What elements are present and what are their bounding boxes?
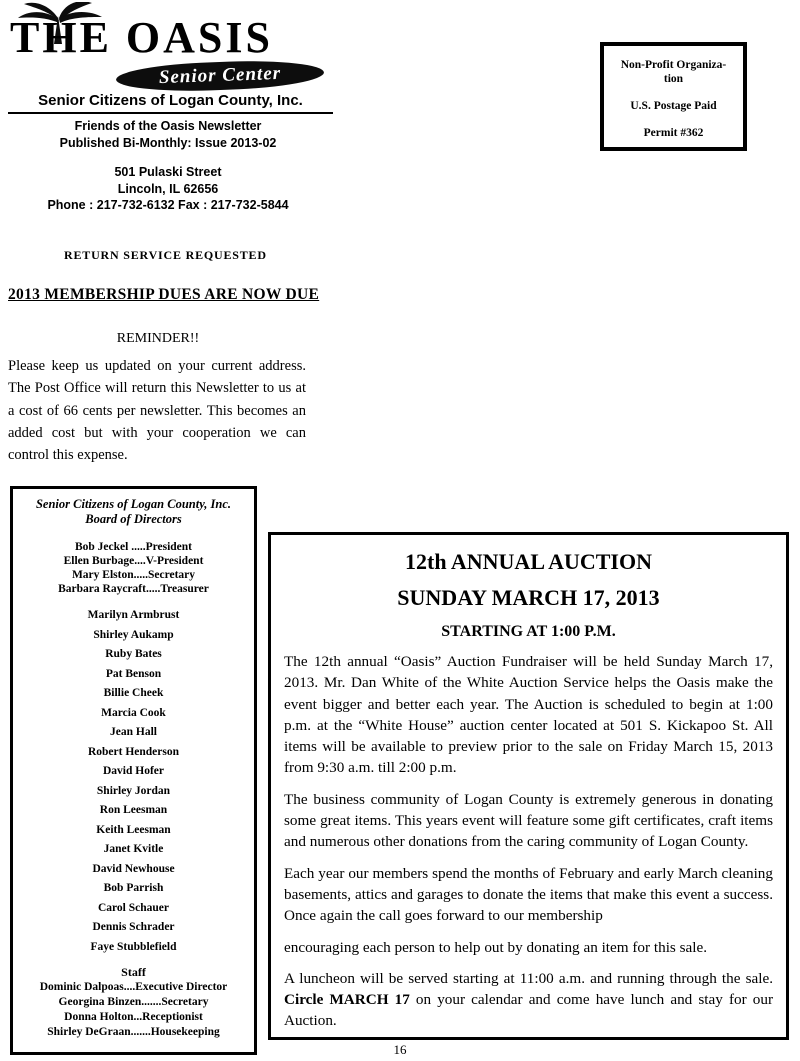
board-member: Faye Stubblefield — [90, 940, 177, 953]
staff-member: Dominic Dalpoas....Executive Director — [39, 981, 228, 993]
board-member: David Hofer — [102, 765, 164, 777]
auction-start-time: STARTING AT 1:00 P.M. — [441, 623, 616, 640]
auction-announcement-box — [268, 532, 789, 1040]
staff-list — [13, 980, 254, 1040]
board-title-org: Senior Citizens of Logan County, Inc. — [35, 497, 232, 511]
staff-heading: Staff — [121, 965, 146, 979]
postage-line-3: U.S. Postage Paid — [630, 100, 717, 112]
board-member: Keith Leesman — [96, 823, 171, 836]
board-officer: Barbara Raycraft.....Treasurer — [58, 583, 209, 595]
newsletter-title: Friends of the Oasis Newsletter — [74, 119, 262, 133]
dues-heading: 2013 MEMBERSHIP DUES ARE NOW DUE — [8, 286, 320, 303]
auction-final-bold: Circle MARCH 17 — [284, 991, 416, 1009]
auction-paragraphs — [284, 651, 773, 958]
board-member: Shirley Aukamp — [93, 628, 174, 641]
auction-final-post: on your calendar and come have lunch and stay for our Auction. — [284, 991, 773, 1030]
board-member: Ron Leesman — [99, 804, 168, 816]
address-city: Lincoln, IL 62656 — [117, 181, 219, 196]
board-member: Jean Hall — [110, 726, 157, 738]
dues-body-text: Please keep us updated on your current address. The Post Office will return this Newsletter to us at a cost of 66 cents per newsletter. This becomes an added cost but with your cooperation we can control this expense. — [8, 358, 306, 464]
page-number: 16 — [393, 1042, 407, 1057]
auction-paragraph: encouraging each person to help out by donating an item for this sale. — [284, 938, 708, 956]
board-officer: Ellen Burbage....V-President — [63, 555, 204, 567]
auction-date: SUNDAY MARCH 17, 2013 — [397, 585, 660, 610]
return-service-requested: RETURN SERVICE REQUESTED — [64, 248, 267, 262]
postage-line-1: Non-Profit Organiza- — [620, 59, 727, 71]
board-member: David Newhouse — [92, 862, 175, 875]
board-member: Marcia Cook — [101, 706, 166, 719]
address-phone-fax: Phone : 217-732-6132 Fax : 217-732-5844 — [47, 198, 289, 212]
board-member: Robert Henderson — [87, 745, 180, 758]
logo-subtitle: Senior Center — [158, 62, 282, 89]
staff-member: Shirley DeGraan.......Housekeeping — [47, 1026, 220, 1038]
organization-name: Senior Citizens of Logan County, Inc. — [8, 92, 333, 114]
auction-title: 12th ANNUAL AUCTION — [405, 549, 652, 574]
staff-member: Georgina Binzen.......Secretary — [58, 996, 209, 1008]
board-member: Billie Cheek — [103, 687, 164, 699]
address-street: 501 Pulaski Street — [114, 165, 222, 179]
board-of-directors-box — [10, 486, 257, 1055]
postage-line-4: Permit #362 — [643, 127, 704, 139]
auction-final-paragraph — [284, 968, 773, 1032]
logo-banner — [116, 58, 325, 93]
auction-paragraph: Each year our members spend the months of February and early March cleaning basements, attics and garages to donate the items that make this event a success. Once again the call goes forward to our membership — [284, 864, 773, 925]
auction-paragraph: The 12th annual “Oasis” Auction Fundraiser will be held Sunday March 17, 2013. Mr. Dan White of the White Auction Service helps the Oasis make the event bigger and better each year. The Auction is scheduled to begin at 1:00 p.m. at the “White House” auction center located at 501 S. Kickapoo St. All items will be available to preview prior to the sale on Friday March 15, 2013 from 9:30 a.m. till 2:00 p.m. — [284, 653, 773, 777]
board-member: Dennis Schrader — [92, 921, 175, 933]
oasis-logo — [8, 4, 333, 114]
board-member: Bob Parrish — [103, 882, 164, 894]
staff-member: Donna Holton...Receptionist — [64, 1011, 203, 1023]
board-officer: Bob Jeckel .....President — [74, 541, 193, 553]
board-officers-list — [13, 540, 254, 596]
board-member: Pat Benson — [105, 667, 162, 680]
board-box-title — [13, 497, 254, 527]
logo-title: THE OASIS — [10, 13, 273, 62]
newsletter-issue: Published Bi-Monthly: Issue 2013-02 — [59, 136, 277, 150]
board-member: Shirley Jordan — [96, 784, 171, 797]
board-member: Ruby Bates — [105, 648, 162, 660]
board-member: Marilyn Armbrust — [87, 609, 180, 621]
board-title-label: Board of Directors — [85, 512, 182, 526]
postage-permit-box — [600, 42, 747, 151]
auction-paragraph: The business community of Logan County is extremely generous in donating some great items. This years event will feature some gift certificates, craft items and numerous other donations from the caring community of Logan County. — [284, 790, 773, 851]
auction-final-pre: A luncheon will be served starting at 11:00 a.m. and running through the sale. — [284, 969, 773, 987]
dues-reminder: REMINDER!! — [116, 331, 200, 346]
board-members-list — [13, 606, 254, 957]
newsletter-info — [8, 118, 328, 152]
board-officer: Mary Elston.....Secretary — [71, 569, 196, 581]
address-block — [8, 164, 328, 214]
board-member: Janet Kvitle — [103, 843, 164, 855]
board-member: Carol Schauer — [97, 901, 170, 914]
postage-line-2: tion — [663, 73, 684, 85]
